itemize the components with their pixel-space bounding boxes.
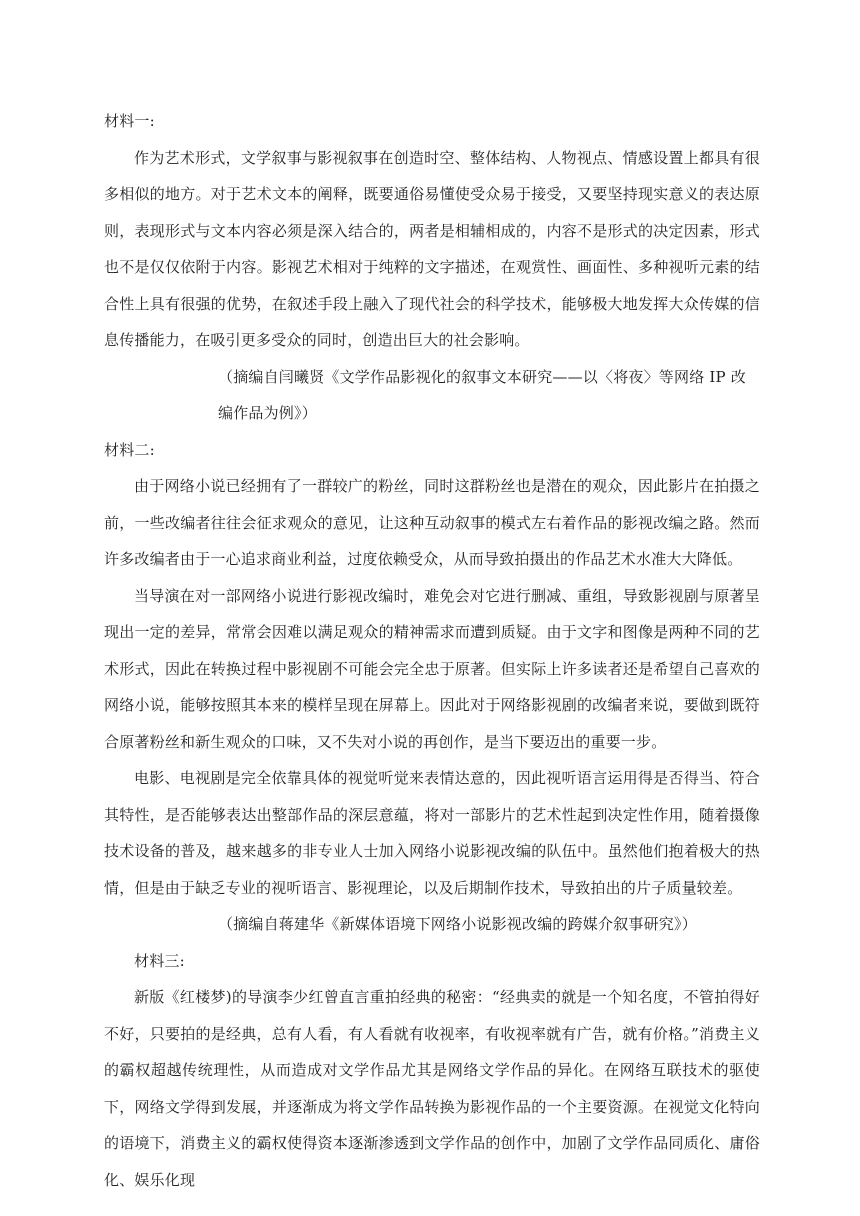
document-page (104, 103, 760, 1198)
material-2-paragraph: 电影、电视剧是完全依靠具体的视觉听觉来表情达意的，因此视听语言运用得是否得当、符合其特性，是否能够表达出整部作品的深层意蕴，将对一部影片的艺术性起到决定性作用，随着摄像技术设备的普及，越来越多的非专业人士加入网络小说影视改编的队伍中。虽然他们抱着极大的热情，但是由于缺乏专业的视听语言、影视理论，以及后期制作技术，导致拍出的片子质量较差。 (104, 769, 760, 897)
material-2-paragraph: 当导演在对一部网络小说进行影视改编时，难免会对它进行删减、重组，导致影视剧与原著呈现出一定的差异，常常会因难以满足观众的精神需求而遭到质疑。由于文字和图像是两种不同的艺术形式，因此在转换过程中影视剧不可能会完全忠于原著。但实际上许多读者还是希望自己喜欢的网络小说，能够按照其本来的模样呈现在屏幕上。因此对于网络影视剧的改编者来说，要做到既符合原著粉丝和新生观众的口味，又不失对小说的再创作，是当下要迈出的重要一步。 (104, 586, 760, 751)
material-3-heading: 材料三: (134, 951, 185, 970)
material-2-heading: 材料二: (104, 440, 155, 459)
material-2-citation: （摘编自蒋建华《新媒体语境下网络小说影视改编的跨媒介叙事研究》） (218, 915, 697, 933)
material-1-citation: （摘编自闫曦贤《文学作品影视化的叙事文本研究——以〈将夜〉等网络 IP 改编作品为例》） (218, 367, 746, 422)
material-2-paragraph: 由于网络小说已经拥有了一群较广的粉丝，同时这群粉丝也是潜在的观众，因此影片在拍摄之前，一些改编者往往会征求观众的意见，让这种互动叙事的模式左右着作品的影视改编之路。然而许多改编者由于一心追求商业利益，过度依赖受众，从而导致拍摄出的作品艺术水准大大降低。 (104, 477, 760, 568)
material-1-paragraph: 作为艺术形式，文学叙事与影视叙事在创造时空、整体结构、人物视点、情感设置上都具有很多相似的地方。对于艺术文本的阐释，既要通俗易懂使受众易于接受，又要坚持现实意义的表达原则，表现形式与文本内容必须是深入结合的，两者是相辅相成的，内容不是形式的决定因素，形式也不是仅仅依附于内容。影视艺术相对于纯粹的文字描述，在观赏性、画面性、多种视听元素的结合性上具有很强的优势，在叙述手段上融入了现代社会的科学技术，能够极大地发挥大众传媒的信息传播能力，在吸引更多受众的同时，创造出巨大的社会影响。 (104, 148, 760, 349)
material-1-heading: 材料一: (104, 112, 155, 130)
material-3-paragraph: 新版《红楼梦)的导演李少红曾直言重拍经典的秘密：“经典卖的就是一个知名度，不管拍得好不好，只要拍的是经典，总有人看，有人看就有收视率，有收视率就有广告，就有价格。”消费主义的霸权超越传统理性，从而造成对文学作品尤其是网络文学作品的异化。在网络互联技术的驱使下，网络文学得到发展，并逐渐成为将文学作品转换为影视作品的一个主要资源。在视觉文化特向的语境下，消费主义的霸权使得资本逐渐渗透到文学作品的创作中，加剧了文学作品同质化、庸俗化、娱乐化现 (104, 988, 760, 1189)
